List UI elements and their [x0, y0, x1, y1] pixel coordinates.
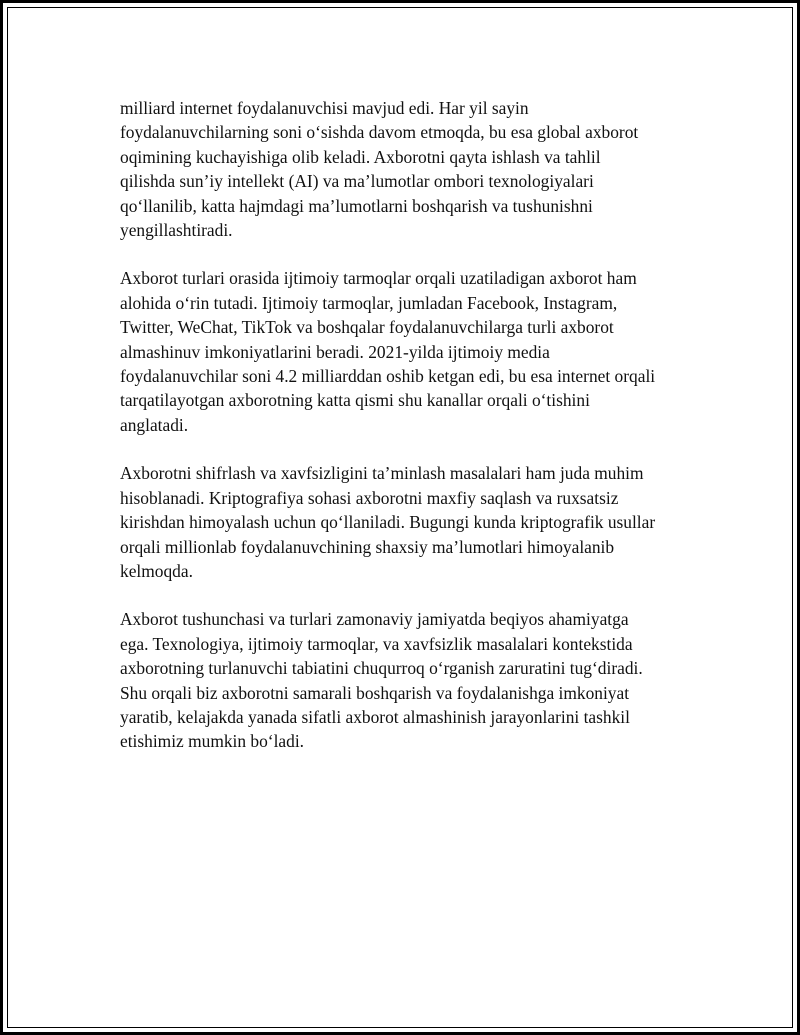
paragraph-4 [120, 607, 690, 753]
text-line: qo‘llanilib, katta hajmdagi ma’lumotlarni boshqarish va tushunishni [120, 195, 593, 216]
text-line: hisoblanadi. Kriptografiya sohasi axborotni maxfiy saqlash va ruxsatsiz [120, 487, 619, 508]
paragraph-3 [120, 461, 690, 583]
document-body [120, 96, 690, 778]
text-line: Shu orqali biz axborotni samarali boshqarish va foydalanishga imkoniyat [120, 682, 630, 703]
text-line: alohida o‘rin tutadi. Ijtimoiy tarmoqlar, jumladan Facebook, Instagram, [120, 292, 618, 313]
text-line: Axborot tushunchasi va turlari zamonaviy jamiyatda beqiyos ahamiyatga [120, 609, 629, 630]
text-line: foydalanuvchilarning soni o‘sishda davom etmoqda, bu esa global axborot [120, 122, 639, 143]
text-line: qilishda sun’iy intellekt (AI) va ma’lumotlar ombori texnologiyalari [120, 171, 594, 192]
text-line: foydalanuvchilar soni 4.2 milliarddan oshib ketgan edi, bu esa internet orqali [120, 366, 656, 387]
paragraph-1 [120, 96, 690, 242]
text-line: yengillashtiradi. [120, 220, 233, 241]
text-line: milliard internet foydalanuvchisi mavjud edi. Har yil sayin [120, 98, 529, 118]
text-line: Twitter, WeChat, TikTok va boshqalar foydalanuvchilarga turli axborot [120, 317, 614, 338]
text-line: ega. Texnologiya, ijtimoiy tarmoqlar, va xavfsizlik masalalari kontekstida [120, 633, 633, 654]
paragraph-2 [120, 266, 690, 437]
text-line: almashinuv imkoniyatlarini beradi. 2021-yilda ijtimoiy media [120, 341, 550, 362]
text-line: tarqatilayotgan axborotning katta qismi shu kanallar orqali o‘tishini [120, 390, 590, 411]
text-line: kirishdan himoyalash uchun qo‘llaniladi. Bugungi kunda kriptografik usullar [120, 512, 656, 533]
text-line: orqali millionlab foydalanuvchining shaxsiy ma’lumotlari himoyalanib [120, 536, 615, 557]
text-line: Axborot turlari orasida ijtimoiy tarmoqlar orqali uzatiladigan axborot ham [120, 268, 637, 289]
text-line: axborotning turlanuvchi tabiatini chuqurroq o‘rganish zaruratini tug‘diradi. [120, 658, 643, 679]
text-line: Axborotni shifrlash va xavfsizligini ta’minlash masalalari ham juda muhim [120, 463, 644, 484]
text-line: yaratib, kelajakda yanada sifatli axborot almashinish jarayonlarini tashkil [120, 706, 630, 727]
text-line: anglatadi. [120, 414, 189, 435]
text-line: kelmoqda. [120, 560, 193, 581]
text-line: etishimiz mumkin bo‘ladi. [120, 731, 305, 752]
text-line: oqimining kuchayishiga olib keladi. Axborotni qayta ishlash va tahlil [120, 146, 601, 167]
